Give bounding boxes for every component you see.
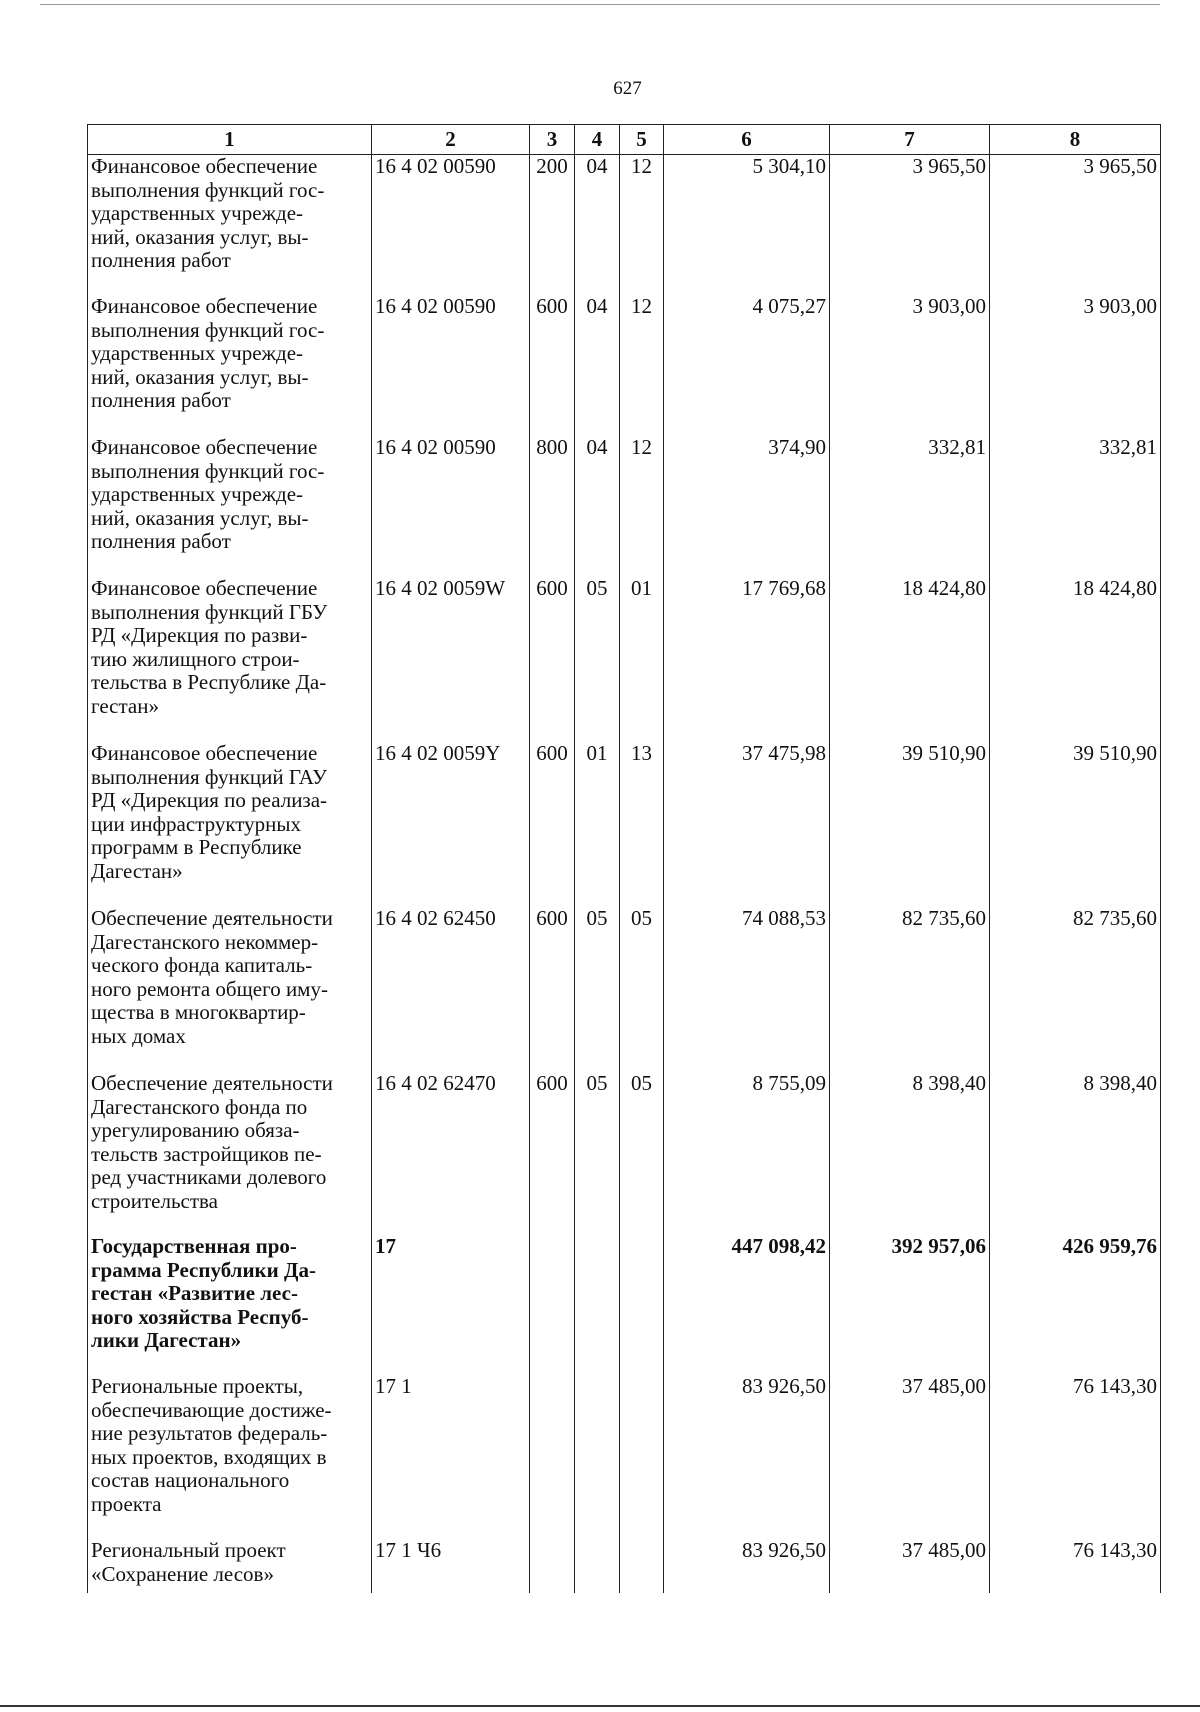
row-subsection (620, 1539, 664, 1593)
row-section: 04 (575, 295, 620, 436)
description-line: ние результатов федераль- (91, 1421, 328, 1445)
row-value-col6: 74 088,53 (664, 907, 830, 1072)
description-line: Финансовое обеспечение (91, 435, 318, 459)
row-value-col7: 8 398,40 (830, 1072, 990, 1235)
row-value-col8: 426 959,76 (990, 1235, 1161, 1375)
description-line: Обеспечение деятельности (91, 906, 333, 930)
row-section: 05 (575, 577, 620, 742)
description-line: урегулированию обяза- (91, 1118, 300, 1142)
row-value-col6: 83 926,50 (664, 1539, 830, 1593)
column-header: 7 (830, 125, 990, 155)
table-row (88, 907, 1161, 1072)
row-description (88, 1375, 372, 1539)
row-expense-type (530, 1539, 575, 1593)
description-line: ного хозяйства Респуб- (91, 1304, 309, 1329)
row-value-col6: 4 075,27 (664, 295, 830, 436)
row-code: 17 (372, 1235, 530, 1375)
row-description (88, 155, 372, 296)
row-value-col8: 76 143,30 (990, 1375, 1161, 1539)
row-section (575, 1375, 620, 1539)
table-header-row (88, 125, 1161, 155)
description-line: Дагестанского фонда по (91, 1094, 308, 1119)
description-line: выполнения функций гос- (91, 317, 325, 342)
description-line: Финансовое обеспечение (91, 294, 318, 318)
column-header: 1 (88, 125, 372, 155)
description-line: Дагестан» (91, 858, 183, 883)
description-line: Государственная про- (91, 1234, 297, 1258)
row-section: 04 (575, 155, 620, 296)
column-header: 2 (372, 125, 530, 155)
row-expense-type (530, 1235, 575, 1375)
table-row (88, 436, 1161, 577)
row-value-col7: 82 735,60 (830, 907, 990, 1072)
description-line: Финансовое обеспечение (91, 154, 318, 178)
description-line: программ в Республике (91, 835, 302, 859)
row-code: 17 1 Ч6 (372, 1539, 530, 1593)
row-subsection (620, 1375, 664, 1539)
description-line: полнения работ (91, 248, 231, 272)
description-line: лики Дагестан» (91, 1328, 242, 1352)
description-line: Дагестанского некоммер- (91, 929, 319, 954)
description-line: РД «Дирекция по реализа- (91, 788, 328, 812)
row-section: 05 (575, 907, 620, 1072)
row-code: 16 4 02 0059W (372, 577, 530, 742)
description-line: выполнения функций гос- (91, 177, 325, 202)
description-line: полнения работ (91, 529, 231, 553)
row-expense-type (530, 1375, 575, 1539)
description-line: тию жилищного строи- (91, 646, 300, 671)
row-subsection: 12 (620, 436, 664, 577)
page-bottom-edge (0, 1705, 1200, 1707)
column-header: 4 (575, 125, 620, 155)
row-value-col8: 18 424,80 (990, 577, 1161, 742)
description-line: обеспечивающие достиже- (91, 1397, 332, 1422)
row-expense-type: 200 (530, 155, 575, 296)
description-line: выполнения функций гос- (91, 458, 325, 483)
row-value-col7: 37 485,00 (830, 1539, 990, 1593)
row-section: 04 (575, 436, 620, 577)
row-value-col6: 83 926,50 (664, 1375, 830, 1539)
description-line: ударственных учрежде- (91, 482, 304, 506)
row-value-col8: 332,81 (990, 436, 1161, 577)
row-value-col8: 39 510,90 (990, 742, 1161, 907)
row-value-col8: 8 398,40 (990, 1072, 1161, 1235)
description-line: полнения работ (91, 388, 231, 412)
row-expense-type: 800 (530, 436, 575, 577)
row-section: 05 (575, 1072, 620, 1235)
row-value-col6: 37 475,98 (664, 742, 830, 907)
description-line: ударственных учрежде- (91, 341, 304, 365)
row-value-col7: 332,81 (830, 436, 990, 577)
row-description (88, 907, 372, 1072)
row-value-col8: 82 735,60 (990, 907, 1161, 1072)
row-expense-type: 600 (530, 577, 575, 742)
description-line: ред участниками долевого (91, 1165, 327, 1189)
column-header: 3 (530, 125, 575, 155)
row-value-col8: 3 903,00 (990, 295, 1161, 436)
row-value-col7: 3 965,50 (830, 155, 990, 296)
row-code: 16 4 02 62450 (372, 907, 530, 1072)
description-line: ных проектов, входящих в (91, 1444, 327, 1469)
table-row (88, 1072, 1161, 1235)
row-expense-type: 600 (530, 742, 575, 907)
row-expense-type: 600 (530, 1072, 575, 1235)
row-value-col8: 3 965,50 (990, 155, 1161, 296)
description-line: Финансовое обеспечение (91, 576, 318, 600)
row-subsection: 13 (620, 742, 664, 907)
description-line: ударственных учрежде- (91, 201, 304, 225)
description-line: щества в многоквартир- (91, 1000, 306, 1024)
description-line: ного ремонта общего иму- (91, 976, 328, 1001)
description-line: состав национального (91, 1468, 290, 1492)
table-row (88, 1375, 1161, 1539)
row-code: 16 4 02 00590 (372, 436, 530, 577)
row-code: 17 1 (372, 1375, 530, 1539)
table-row (88, 1539, 1161, 1593)
description-line: гестан» (91, 693, 159, 718)
row-value-col7: 3 903,00 (830, 295, 990, 436)
table-body (88, 155, 1161, 1594)
row-section: 01 (575, 742, 620, 907)
description-line: грамма Республики Да- (91, 1257, 316, 1282)
description-line: гестан «Развитие лес- (91, 1281, 298, 1305)
page-top-edge (40, 4, 1160, 5)
description-line: Региональный проект (91, 1538, 286, 1562)
row-description (88, 295, 372, 436)
description-line: тельства в Республике Да- (91, 670, 327, 694)
row-subsection: 05 (620, 907, 664, 1072)
table-row (88, 742, 1161, 907)
column-header: 8 (990, 125, 1161, 155)
description-line: ний, оказания услуг, вы- (91, 224, 309, 249)
table-row (88, 1235, 1161, 1375)
description-line: выполнения функций ГБУ (91, 599, 328, 624)
row-value-col6: 447 098,42 (664, 1235, 830, 1375)
row-value-col8: 76 143,30 (990, 1539, 1161, 1593)
row-subsection: 12 (620, 155, 664, 296)
row-subsection: 01 (620, 577, 664, 742)
row-description (88, 1072, 372, 1235)
row-section (575, 1539, 620, 1593)
row-value-col7: 37 485,00 (830, 1375, 990, 1539)
row-expense-type: 600 (530, 295, 575, 436)
description-line: Обеспечение деятельности (91, 1071, 333, 1095)
page-number: 627 (613, 78, 642, 99)
row-code: 16 4 02 0059Y (372, 742, 530, 907)
description-line: ческого фонда капиталь- (91, 953, 313, 977)
row-value-col6: 5 304,10 (664, 155, 830, 296)
row-value-col7: 18 424,80 (830, 577, 990, 742)
row-description (88, 436, 372, 577)
row-code: 16 4 02 62470 (372, 1072, 530, 1235)
description-line: Финансовое обеспечение (91, 741, 318, 765)
description-line: ний, оказания услуг, вы- (91, 364, 309, 389)
description-line: строительства (91, 1188, 219, 1213)
row-subsection: 05 (620, 1072, 664, 1235)
description-line: тельств застройщиков пе- (91, 1141, 322, 1166)
row-description (88, 577, 372, 742)
row-expense-type: 600 (530, 907, 575, 1072)
description-line: «Сохранение лесов» (91, 1561, 274, 1586)
row-value-col6: 17 769,68 (664, 577, 830, 742)
description-line: ных домах (91, 1023, 186, 1048)
table-row (88, 295, 1161, 436)
table-row (88, 577, 1161, 742)
column-header: 6 (664, 125, 830, 155)
row-description (88, 1539, 372, 1593)
row-description (88, 742, 372, 907)
row-value-col7: 39 510,90 (830, 742, 990, 907)
description-line: РД «Дирекция по разви- (91, 623, 308, 647)
row-description (88, 1235, 372, 1375)
description-line: выполнения функций ГАУ (91, 764, 327, 789)
row-subsection: 12 (620, 295, 664, 436)
budget-table (87, 124, 1161, 1593)
description-line: Региональные проекты, (91, 1374, 304, 1398)
description-line: ции инфраструктурных (91, 811, 302, 836)
row-value-col7: 392 957,06 (830, 1235, 990, 1375)
row-code: 16 4 02 00590 (372, 155, 530, 296)
row-subsection (620, 1235, 664, 1375)
row-code: 16 4 02 00590 (372, 295, 530, 436)
description-line: проекта (91, 1491, 162, 1516)
row-section (575, 1235, 620, 1375)
row-value-col6: 374,90 (664, 436, 830, 577)
description-line: ний, оказания услуг, вы- (91, 505, 309, 530)
table-row (88, 155, 1161, 296)
column-header: 5 (620, 125, 664, 155)
row-value-col6: 8 755,09 (664, 1072, 830, 1235)
